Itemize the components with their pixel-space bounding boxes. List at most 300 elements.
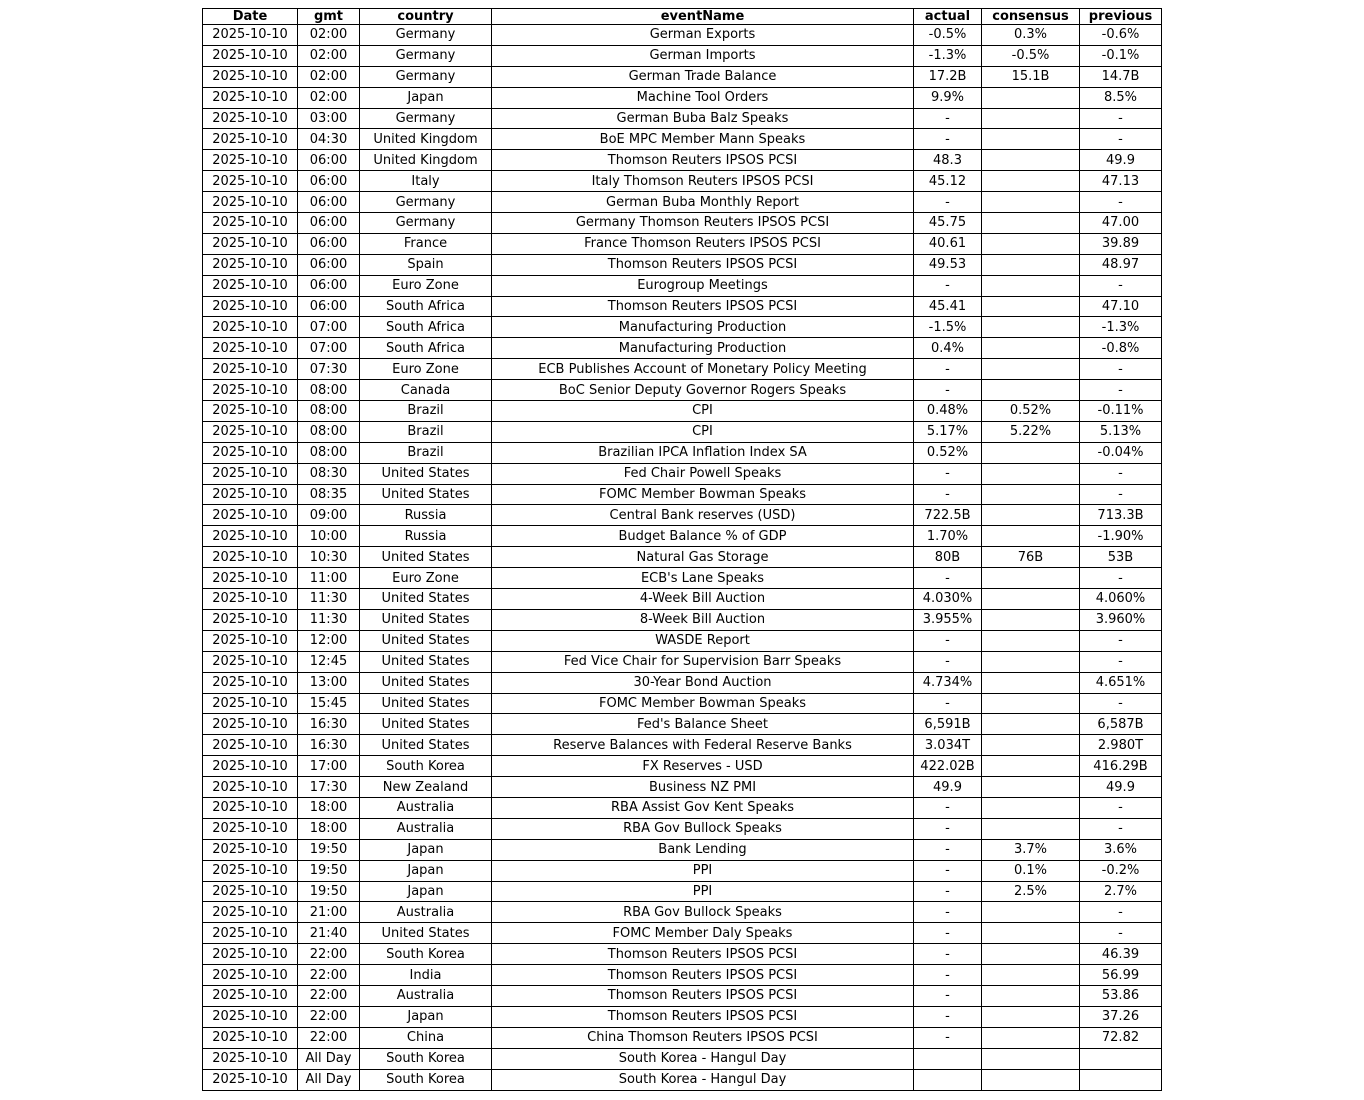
cell-consensus <box>982 129 1080 150</box>
cell-previous: 3.960% <box>1080 609 1162 630</box>
cell-country: Italy <box>360 171 492 192</box>
cell-consensus <box>982 965 1080 986</box>
cell-date: 2025-10-10 <box>203 1027 298 1048</box>
cell-country: Japan <box>360 1006 492 1027</box>
cell-consensus: 5.22% <box>982 421 1080 442</box>
table-row <box>203 881 1162 902</box>
cell-date: 2025-10-10 <box>203 317 298 338</box>
table-row <box>203 797 1162 818</box>
table-row <box>203 902 1162 923</box>
cell-country: Euro Zone <box>360 568 492 589</box>
cell-date: 2025-10-10 <box>203 714 298 735</box>
cell-date: 2025-10-10 <box>203 568 298 589</box>
table-row <box>203 589 1162 610</box>
cell-eventname: 8-Week Bill Auction <box>492 609 914 630</box>
cell-consensus <box>982 296 1080 317</box>
cell-actual: - <box>914 275 982 296</box>
cell-eventname: Fed Vice Chair for Supervision Barr Speaks <box>492 651 914 672</box>
table-row <box>203 651 1162 672</box>
cell-date: 2025-10-10 <box>203 797 298 818</box>
table-row <box>203 275 1162 296</box>
cell-gmt: 02:00 <box>298 87 360 108</box>
table-row <box>203 317 1162 338</box>
cell-gmt: 22:00 <box>298 944 360 965</box>
table-row <box>203 756 1162 777</box>
cell-previous: 47.13 <box>1080 171 1162 192</box>
cell-actual: 1.70% <box>914 526 982 547</box>
cell-consensus <box>982 568 1080 589</box>
cell-consensus <box>982 1048 1080 1069</box>
cell-date: 2025-10-10 <box>203 547 298 568</box>
cell-previous: - <box>1080 923 1162 944</box>
cell-date: 2025-10-10 <box>203 839 298 860</box>
cell-eventname: Thomson Reuters IPSOS PCSI <box>492 254 914 275</box>
cell-country: Russia <box>360 526 492 547</box>
cell-eventname: Thomson Reuters IPSOS PCSI <box>492 944 914 965</box>
cell-date: 2025-10-10 <box>203 401 298 422</box>
cell-actual: 9.9% <box>914 87 982 108</box>
cell-gmt: 06:00 <box>298 213 360 234</box>
table-row <box>203 568 1162 589</box>
cell-country: China <box>360 1027 492 1048</box>
cell-consensus <box>982 442 1080 463</box>
table-row <box>203 213 1162 234</box>
cell-actual: 45.41 <box>914 296 982 317</box>
column-header-date: Date <box>203 9 298 25</box>
cell-gmt: 21:40 <box>298 923 360 944</box>
cell-previous: - <box>1080 463 1162 484</box>
cell-country: United States <box>360 463 492 484</box>
cell-eventname: FOMC Member Daly Speaks <box>492 923 914 944</box>
cell-gmt: 08:00 <box>298 380 360 401</box>
cell-eventname: FOMC Member Bowman Speaks <box>492 693 914 714</box>
cell-eventname: RBA Assist Gov Kent Speaks <box>492 797 914 818</box>
cell-country: United States <box>360 923 492 944</box>
cell-actual: - <box>914 1006 982 1027</box>
cell-eventname: Germany Thomson Reuters IPSOS PCSI <box>492 213 914 234</box>
column-header-eventname: eventName <box>492 9 914 25</box>
cell-consensus <box>982 463 1080 484</box>
cell-consensus <box>982 108 1080 129</box>
cell-previous: 2.980T <box>1080 735 1162 756</box>
cell-country: United States <box>360 609 492 630</box>
cell-date: 2025-10-10 <box>203 609 298 630</box>
cell-actual: - <box>914 192 982 213</box>
cell-date: 2025-10-10 <box>203 1048 298 1069</box>
cell-previous: 47.10 <box>1080 296 1162 317</box>
cell-country: Brazil <box>360 442 492 463</box>
table-row <box>203 129 1162 150</box>
cell-actual: 49.9 <box>914 777 982 798</box>
table-row <box>203 359 1162 380</box>
cell-country: Germany <box>360 25 492 46</box>
cell-consensus <box>982 818 1080 839</box>
cell-country: Australia <box>360 797 492 818</box>
cell-actual: 722.5B <box>914 505 982 526</box>
cell-date: 2025-10-10 <box>203 630 298 651</box>
cell-consensus <box>982 756 1080 777</box>
table-row <box>203 150 1162 171</box>
cell-gmt: 11:00 <box>298 568 360 589</box>
table-row <box>203 818 1162 839</box>
cell-previous <box>1080 1048 1162 1069</box>
table-row <box>203 526 1162 547</box>
cell-previous: 46.39 <box>1080 944 1162 965</box>
cell-previous: - <box>1080 129 1162 150</box>
cell-previous: - <box>1080 359 1162 380</box>
table-row <box>203 171 1162 192</box>
cell-date: 2025-10-10 <box>203 150 298 171</box>
cell-date: 2025-10-10 <box>203 45 298 66</box>
cell-date: 2025-10-10 <box>203 338 298 359</box>
cell-date: 2025-10-10 <box>203 171 298 192</box>
cell-gmt: 02:00 <box>298 66 360 87</box>
economic-calendar-table <box>202 8 1162 1091</box>
cell-date: 2025-10-10 <box>203 735 298 756</box>
cell-gmt: 13:00 <box>298 672 360 693</box>
table-row <box>203 233 1162 254</box>
cell-country: South Africa <box>360 338 492 359</box>
cell-eventname: Italy Thomson Reuters IPSOS PCSI <box>492 171 914 192</box>
cell-gmt: 06:00 <box>298 192 360 213</box>
cell-consensus: 2.5% <box>982 881 1080 902</box>
cell-gmt: 06:00 <box>298 150 360 171</box>
cell-actual: - <box>914 797 982 818</box>
cell-date: 2025-10-10 <box>203 484 298 505</box>
cell-eventname: Thomson Reuters IPSOS PCSI <box>492 1006 914 1027</box>
cell-consensus <box>982 213 1080 234</box>
cell-date: 2025-10-10 <box>203 756 298 777</box>
cell-date: 2025-10-10 <box>203 818 298 839</box>
column-header-consensus: consensus <box>982 9 1080 25</box>
cell-date: 2025-10-10 <box>203 442 298 463</box>
cell-gmt: 19:50 <box>298 860 360 881</box>
cell-eventname: Thomson Reuters IPSOS PCSI <box>492 150 914 171</box>
cell-actual: - <box>914 860 982 881</box>
cell-previous: 47.00 <box>1080 213 1162 234</box>
cell-previous: 72.82 <box>1080 1027 1162 1048</box>
cell-date: 2025-10-10 <box>203 108 298 129</box>
cell-actual: - <box>914 881 982 902</box>
cell-previous <box>1080 1069 1162 1090</box>
cell-gmt: All Day <box>298 1048 360 1069</box>
cell-consensus: 15.1B <box>982 66 1080 87</box>
cell-country: United States <box>360 714 492 735</box>
cell-consensus <box>982 777 1080 798</box>
cell-previous: 2.7% <box>1080 881 1162 902</box>
cell-previous: - <box>1080 797 1162 818</box>
cell-eventname: RBA Gov Bullock Speaks <box>492 818 914 839</box>
cell-consensus <box>982 254 1080 275</box>
cell-eventname: BoE MPC Member Mann Speaks <box>492 129 914 150</box>
cell-consensus: 0.52% <box>982 401 1080 422</box>
cell-country: Canada <box>360 380 492 401</box>
table-row <box>203 401 1162 422</box>
cell-date: 2025-10-10 <box>203 192 298 213</box>
cell-gmt: 11:30 <box>298 589 360 610</box>
cell-country: Australia <box>360 818 492 839</box>
cell-actual: 5.17% <box>914 421 982 442</box>
cell-previous: - <box>1080 484 1162 505</box>
table-row <box>203 66 1162 87</box>
table-row <box>203 484 1162 505</box>
cell-country: Germany <box>360 213 492 234</box>
cell-country: South Korea <box>360 756 492 777</box>
cell-actual: 422.02B <box>914 756 982 777</box>
cell-consensus <box>982 359 1080 380</box>
cell-gmt: 08:00 <box>298 421 360 442</box>
cell-gmt: 08:30 <box>298 463 360 484</box>
cell-previous: - <box>1080 192 1162 213</box>
cell-country: Brazil <box>360 421 492 442</box>
column-header-actual: actual <box>914 9 982 25</box>
cell-actual: 45.12 <box>914 171 982 192</box>
cell-eventname: CPI <box>492 421 914 442</box>
cell-actual: - <box>914 359 982 380</box>
table-row <box>203 1027 1162 1048</box>
cell-consensus <box>982 923 1080 944</box>
cell-date: 2025-10-10 <box>203 672 298 693</box>
cell-actual: - <box>914 380 982 401</box>
table-row <box>203 1006 1162 1027</box>
cell-actual: 48.3 <box>914 150 982 171</box>
cell-gmt: 06:00 <box>298 233 360 254</box>
cell-consensus: -0.5% <box>982 45 1080 66</box>
cell-date: 2025-10-10 <box>203 985 298 1006</box>
table-row <box>203 609 1162 630</box>
cell-actual: - <box>914 902 982 923</box>
cell-country: South Korea <box>360 1069 492 1090</box>
cell-date: 2025-10-10 <box>203 965 298 986</box>
cell-gmt: 02:00 <box>298 25 360 46</box>
cell-eventname: Thomson Reuters IPSOS PCSI <box>492 965 914 986</box>
cell-eventname: 4-Week Bill Auction <box>492 589 914 610</box>
cell-actual: 3.955% <box>914 609 982 630</box>
cell-gmt: 08:00 <box>298 442 360 463</box>
cell-gmt: 08:35 <box>298 484 360 505</box>
table-row <box>203 777 1162 798</box>
cell-consensus <box>982 714 1080 735</box>
cell-previous: 8.5% <box>1080 87 1162 108</box>
cell-actual: - <box>914 630 982 651</box>
cell-gmt: 12:45 <box>298 651 360 672</box>
cell-eventname: Bank Lending <box>492 839 914 860</box>
cell-eventname: Eurogroup Meetings <box>492 275 914 296</box>
cell-gmt: 03:00 <box>298 108 360 129</box>
cell-eventname: German Buba Monthly Report <box>492 192 914 213</box>
cell-country: United States <box>360 651 492 672</box>
table-row <box>203 693 1162 714</box>
cell-previous: - <box>1080 275 1162 296</box>
cell-eventname: France Thomson Reuters IPSOS PCSI <box>492 233 914 254</box>
table-row <box>203 296 1162 317</box>
cell-consensus <box>982 1027 1080 1048</box>
cell-actual: - <box>914 129 982 150</box>
cell-previous: -0.8% <box>1080 338 1162 359</box>
cell-country: United States <box>360 693 492 714</box>
cell-gmt: 12:00 <box>298 630 360 651</box>
cell-consensus <box>982 797 1080 818</box>
cell-gmt: 09:00 <box>298 505 360 526</box>
table-row <box>203 87 1162 108</box>
cell-previous: 56.99 <box>1080 965 1162 986</box>
cell-consensus <box>982 672 1080 693</box>
cell-consensus: 0.3% <box>982 25 1080 46</box>
cell-eventname: Fed Chair Powell Speaks <box>492 463 914 484</box>
cell-country: Euro Zone <box>360 359 492 380</box>
cell-actual: - <box>914 693 982 714</box>
cell-date: 2025-10-10 <box>203 233 298 254</box>
cell-previous: -0.2% <box>1080 860 1162 881</box>
cell-previous: - <box>1080 902 1162 923</box>
cell-eventname: Reserve Balances with Federal Reserve Banks <box>492 735 914 756</box>
cell-date: 2025-10-10 <box>203 505 298 526</box>
cell-previous: 416.29B <box>1080 756 1162 777</box>
cell-eventname: China Thomson Reuters IPSOS PCSI <box>492 1027 914 1048</box>
cell-date: 2025-10-10 <box>203 902 298 923</box>
table-row <box>203 505 1162 526</box>
cell-actual: - <box>914 1027 982 1048</box>
cell-gmt: 10:00 <box>298 526 360 547</box>
cell-actual: - <box>914 463 982 484</box>
cell-date: 2025-10-10 <box>203 213 298 234</box>
cell-country: United Kingdom <box>360 129 492 150</box>
cell-date: 2025-10-10 <box>203 1069 298 1090</box>
cell-gmt: All Day <box>298 1069 360 1090</box>
cell-gmt: 18:00 <box>298 818 360 839</box>
cell-gmt: 02:00 <box>298 45 360 66</box>
cell-eventname: Manufacturing Production <box>492 317 914 338</box>
cell-eventname: German Imports <box>492 45 914 66</box>
table-row <box>203 25 1162 46</box>
cell-consensus <box>982 380 1080 401</box>
cell-date: 2025-10-10 <box>203 526 298 547</box>
cell-date: 2025-10-10 <box>203 860 298 881</box>
cell-actual: - <box>914 651 982 672</box>
table-row <box>203 547 1162 568</box>
cell-gmt: 10:30 <box>298 547 360 568</box>
table-row <box>203 442 1162 463</box>
cell-actual: 4.734% <box>914 672 982 693</box>
cell-gmt: 07:30 <box>298 359 360 380</box>
cell-actual: 6,591B <box>914 714 982 735</box>
cell-country: United States <box>360 589 492 610</box>
table-row <box>203 192 1162 213</box>
cell-country: United States <box>360 547 492 568</box>
cell-gmt: 17:30 <box>298 777 360 798</box>
cell-gmt: 06:00 <box>298 275 360 296</box>
cell-country: United States <box>360 672 492 693</box>
column-header-previous: previous <box>1080 9 1162 25</box>
cell-previous: 3.6% <box>1080 839 1162 860</box>
cell-country: United States <box>360 484 492 505</box>
cell-eventname: German Trade Balance <box>492 66 914 87</box>
cell-actual: 45.75 <box>914 213 982 234</box>
table-row <box>203 463 1162 484</box>
cell-previous: 48.97 <box>1080 254 1162 275</box>
cell-eventname: Manufacturing Production <box>492 338 914 359</box>
cell-consensus <box>982 233 1080 254</box>
cell-consensus: 0.1% <box>982 860 1080 881</box>
cell-country: Spain <box>360 254 492 275</box>
cell-country: Euro Zone <box>360 275 492 296</box>
cell-gmt: 04:30 <box>298 129 360 150</box>
cell-previous: -1.3% <box>1080 317 1162 338</box>
cell-gmt: 19:50 <box>298 881 360 902</box>
cell-country: Germany <box>360 66 492 87</box>
cell-actual: 40.61 <box>914 233 982 254</box>
cell-country: South Africa <box>360 317 492 338</box>
cell-eventname: WASDE Report <box>492 630 914 651</box>
cell-consensus <box>982 1069 1080 1090</box>
cell-gmt: 17:00 <box>298 756 360 777</box>
cell-date: 2025-10-10 <box>203 275 298 296</box>
cell-consensus <box>982 275 1080 296</box>
cell-eventname: Brazilian IPCA Inflation Index SA <box>492 442 914 463</box>
cell-consensus <box>982 505 1080 526</box>
table-row <box>203 1069 1162 1090</box>
cell-actual: - <box>914 108 982 129</box>
cell-date: 2025-10-10 <box>203 296 298 317</box>
cell-actual: - <box>914 965 982 986</box>
cell-actual: - <box>914 568 982 589</box>
cell-consensus <box>982 944 1080 965</box>
cell-eventname: Thomson Reuters IPSOS PCSI <box>492 985 914 1006</box>
cell-previous: - <box>1080 693 1162 714</box>
cell-gmt: 11:30 <box>298 609 360 630</box>
cell-consensus <box>982 589 1080 610</box>
cell-actual: 49.53 <box>914 254 982 275</box>
cell-country: South Korea <box>360 944 492 965</box>
cell-eventname: Budget Balance % of GDP <box>492 526 914 547</box>
cell-eventname: South Korea - Hangul Day <box>492 1069 914 1090</box>
cell-eventname: Central Bank reserves (USD) <box>492 505 914 526</box>
cell-previous: 4.060% <box>1080 589 1162 610</box>
cell-consensus <box>982 1006 1080 1027</box>
cell-country: Japan <box>360 839 492 860</box>
cell-country: Japan <box>360 87 492 108</box>
cell-actual: - <box>914 985 982 1006</box>
cell-previous: -0.6% <box>1080 25 1162 46</box>
cell-date: 2025-10-10 <box>203 87 298 108</box>
cell-actual: 17.2B <box>914 66 982 87</box>
cell-consensus <box>982 171 1080 192</box>
cell-eventname: Machine Tool Orders <box>492 87 914 108</box>
table-row <box>203 672 1162 693</box>
cell-consensus <box>982 902 1080 923</box>
cell-eventname: ECB Publishes Account of Monetary Policy Meeting <box>492 359 914 380</box>
cell-gmt: 08:00 <box>298 401 360 422</box>
cell-gmt: 22:00 <box>298 985 360 1006</box>
cell-consensus <box>982 609 1080 630</box>
cell-eventname: 30-Year Bond Auction <box>492 672 914 693</box>
cell-previous: - <box>1080 568 1162 589</box>
cell-eventname: Thomson Reuters IPSOS PCSI <box>492 296 914 317</box>
cell-actual: 0.48% <box>914 401 982 422</box>
cell-country: Germany <box>360 108 492 129</box>
cell-country: Germany <box>360 192 492 213</box>
cell-gmt: 18:00 <box>298 797 360 818</box>
cell-date: 2025-10-10 <box>203 589 298 610</box>
cell-date: 2025-10-10 <box>203 66 298 87</box>
table-row <box>203 735 1162 756</box>
cell-date: 2025-10-10 <box>203 421 298 442</box>
cell-eventname: ECB's Lane Speaks <box>492 568 914 589</box>
cell-country: Brazil <box>360 401 492 422</box>
table-row <box>203 839 1162 860</box>
cell-consensus <box>982 735 1080 756</box>
cell-actual: 80B <box>914 547 982 568</box>
